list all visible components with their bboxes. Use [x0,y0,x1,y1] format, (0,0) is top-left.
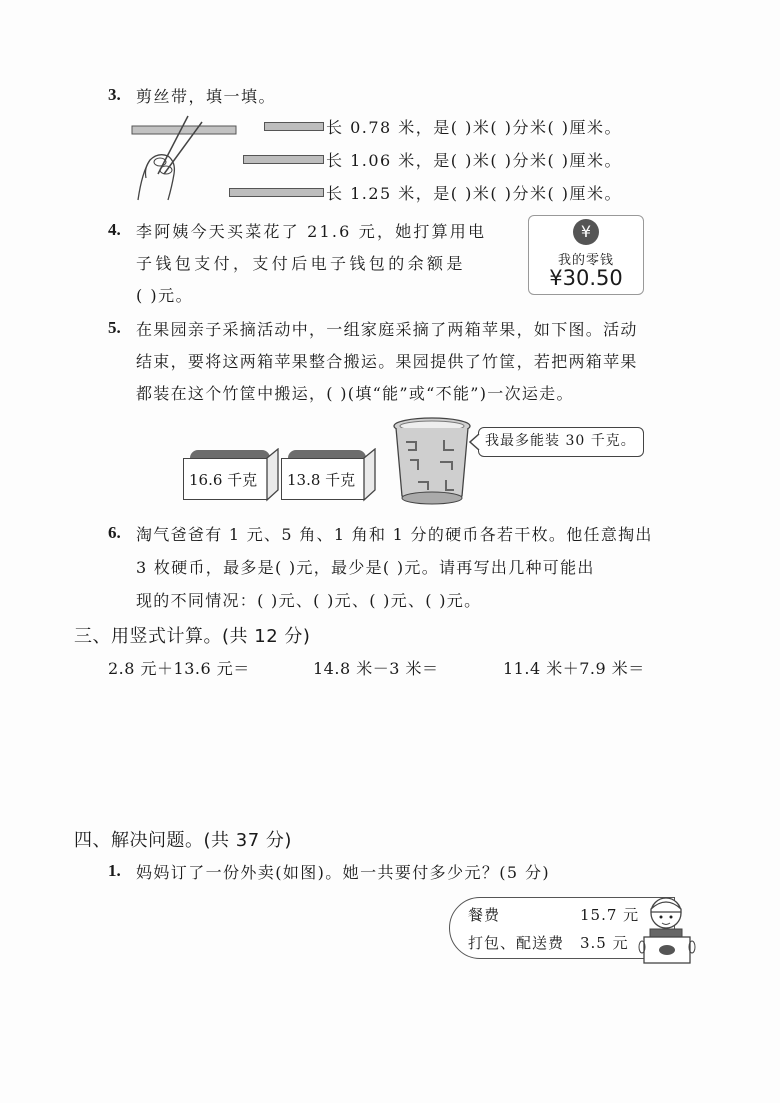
order-item-meal: 餐费 [468,906,501,924]
delivery-person-icon [636,893,702,965]
apple-box-1 [183,458,268,500]
q3-number: 3. [108,85,121,104]
order-price-meal: 15.7 元 [580,906,640,924]
calc-problem-3: 11.4 米＋7.9 米＝ [503,659,645,678]
ribbon-1-06 [243,155,324,164]
ribbon-0-78 [264,122,324,131]
section-3-title: 三、用竖式计算。(共 12 分) [74,626,311,647]
calc-problem-1: 2.8 元＋13.6 元＝ [108,659,250,678]
q3-row-2: 长 1.06 米，是( )米( )分米( )厘米。 [326,151,623,170]
q5-line-3: 都装在这个竹筐中搬运，( )(填“能”或“不能”)一次运走。 [136,384,574,403]
q6-line-2: 3 枚硬币，最多是( )元，最少是( )元。请再写出几种可能出 [136,558,595,577]
apple-box-2-label: 13.8 千克 [287,471,356,489]
apple-box-1-label: 16.6 千克 [189,471,258,489]
q4-line-1: 李阿姨今天买菜花了 21.6 元，她打算用电 [136,222,487,241]
basket-speech-bubble: 我最多能装 30 千克。 [478,427,644,457]
calc-problem-2: 14.8 米－3 米＝ [313,659,439,678]
order-item-delivery: 打包、配送费 [468,934,565,952]
order-price-delivery: 3.5 元 [580,934,629,952]
wallet-amount: ¥30.50 [549,266,623,290]
box-side-2 [363,448,377,502]
q3-title: 剪丝带，填一填。 [136,87,277,106]
wallet-label: 我的零钱 [557,253,614,268]
s4-q1-number: 1. [108,861,121,880]
q4-line-3: ( )元。 [136,286,194,305]
q4-number: 4. [108,220,121,239]
wallet-card [528,215,644,295]
bubble-pointer [469,433,480,451]
q3-row-3: 长 1.25 米，是( )米( )分米( )厘米。 [326,184,623,203]
ribbon-1-25 [229,188,324,197]
scissors-icon [128,112,243,204]
section-4-title: 四、解决问题。(共 37 分) [74,830,292,851]
q5-line-2: 结束，要将这两箱苹果整合搬运。果园提供了竹筐，若把两箱苹果 [136,352,638,371]
q6-line-1: 淘气爸爸有 1 元、5 角、1 角和 1 分的硬币各若干枚。他任意掏出 [136,525,653,544]
q4-line-2: 子钱包支付，支付后电子钱包的余额是 [136,254,466,273]
s4-q1-text: 妈妈订了一份外卖(如图)。她一共要付多少元？(5 分) [136,863,551,882]
apple-box-2 [281,458,365,500]
yen-icon: ¥ [573,219,599,245]
q6-number: 6. [108,523,121,542]
q5-number: 5. [108,318,121,337]
bamboo-basket-icon [390,416,474,508]
box-side-1 [266,448,280,502]
q5-line-1: 在果园亲子采摘活动中，一组家庭采摘了两箱苹果，如下图。活动 [136,320,638,339]
q3-row-1: 长 0.78 米，是( )米( )分米( )厘米。 [326,118,623,137]
q6-line-3: 现的不同情况：( )元、( )元、( )元、( )元。 [136,591,482,610]
